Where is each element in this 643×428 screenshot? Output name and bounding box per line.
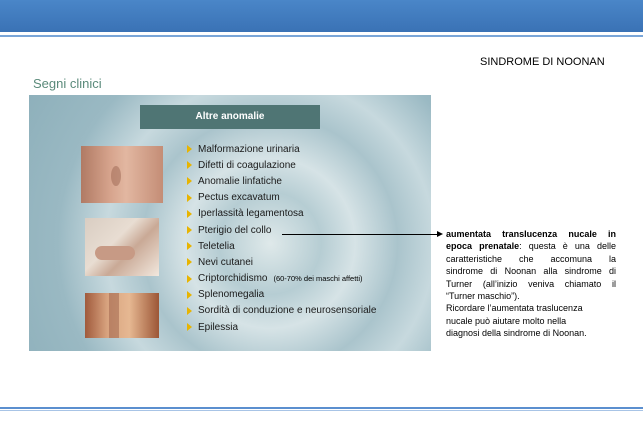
list-item: Malformazione urinaria	[187, 141, 376, 157]
chest-photo	[81, 146, 163, 203]
arrow-bullet-icon	[187, 226, 192, 234]
list-item: Epilessia	[187, 319, 376, 335]
pointer-arrowhead-icon	[437, 231, 443, 237]
list-item: Pectus excavatum	[187, 190, 376, 206]
bottom-divider	[0, 407, 643, 409]
description-text: aumentata translucenza nucale in epoca prenatale: questa è una delle caratteristiche che accomuna la sindrome di Noonan alla sindrome di Turner (all’inizio veniva chiamato il “Turner maschio”). Ricordare l’aumentata traslucenza nucale può aiutare molto nella diagnosi della sindrome di Noonan.	[446, 229, 617, 339]
arrow-bullet-icon	[187, 275, 192, 283]
arrow-bullet-icon	[187, 291, 192, 299]
arrow-bullet-icon	[187, 194, 192, 202]
slide-title: SINDROME DI NOONAN	[480, 56, 605, 68]
list-item: Pterigio del collo	[187, 222, 376, 238]
list-item: Iperlassità legamentosa	[187, 206, 376, 222]
neck-photo	[85, 218, 159, 276]
anomalies-list	[187, 141, 376, 335]
arrow-bullet-icon	[187, 323, 192, 331]
top-divider	[0, 35, 643, 37]
skin-photo	[85, 293, 159, 338]
top-banner	[0, 0, 643, 32]
list-item: Splenomegalia	[187, 287, 376, 303]
list-item: Sordità di conduzione e neurosensoriale	[187, 303, 376, 319]
pointer-arrow-line	[282, 234, 441, 235]
clinical-signs-panel	[29, 95, 431, 351]
list-item: Difetti di coagulazione	[187, 157, 376, 173]
list-item: Anomalie linfatiche	[187, 173, 376, 189]
arrow-bullet-icon	[187, 210, 192, 218]
criptorchidismo-note: (60-70% dei maschi affetti)	[273, 274, 363, 284]
list-item: Teletelia	[187, 238, 376, 254]
arrow-bullet-icon	[187, 307, 192, 315]
list-item: Nevi cutanei	[187, 254, 376, 270]
bottom-divider-thin	[0, 410, 643, 411]
arrow-bullet-icon	[187, 145, 192, 153]
section-label: Segni clinici	[33, 76, 102, 91]
arrow-bullet-icon	[187, 177, 192, 185]
panel-header: Altre anomalie	[140, 105, 320, 129]
arrow-bullet-icon	[187, 242, 192, 250]
arrow-bullet-icon	[187, 161, 192, 169]
arrow-bullet-icon	[187, 258, 192, 266]
list-item: Criptorchidismo (60-70% dei maschi affetti)	[187, 271, 376, 287]
